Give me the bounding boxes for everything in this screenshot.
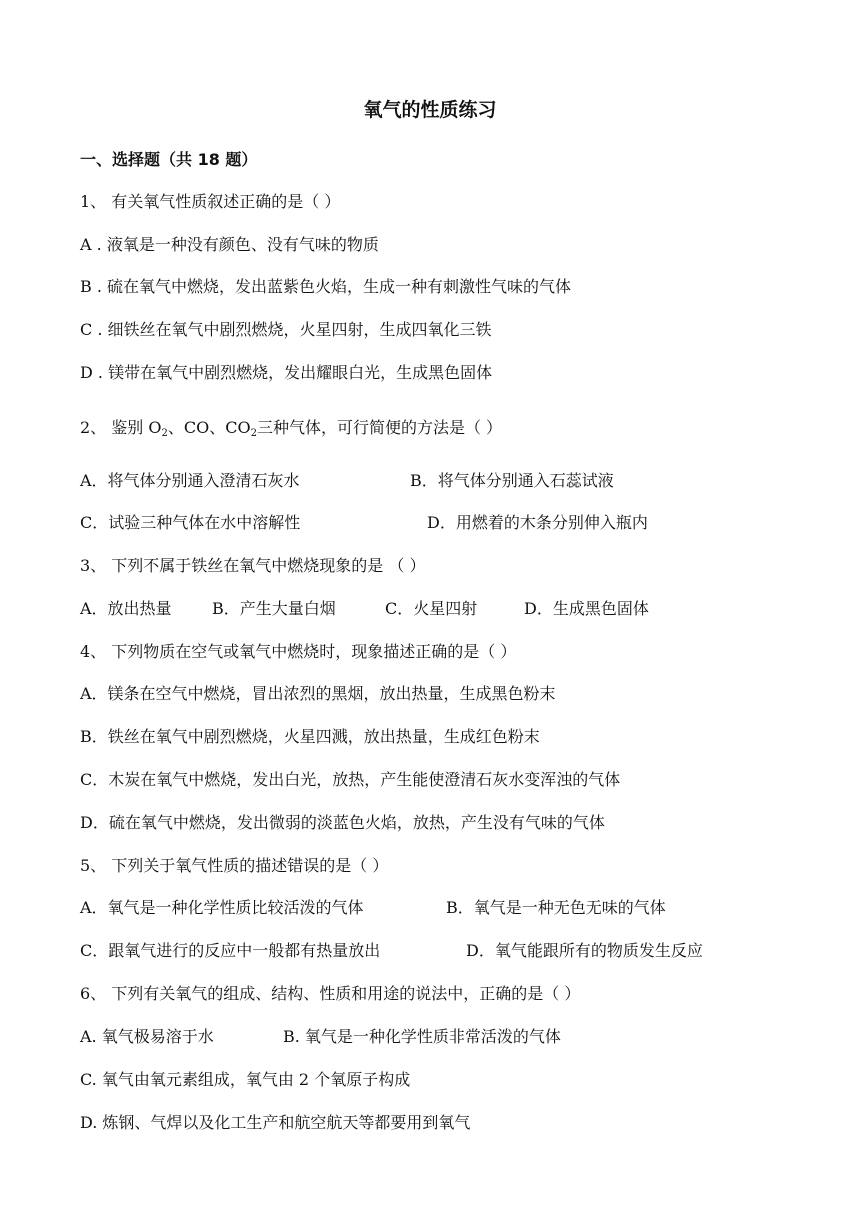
q4-option-c: C．木炭在氧气中燃烧，发出白光，放热，产生能使澄清石灰水变浑浊的气体 bbox=[80, 770, 621, 789]
q2-option-b: B．将气体分别通入石蕊试液 bbox=[410, 471, 614, 490]
q2-stem-part3: 三种气体，可行简便的方法是（ ） bbox=[256, 418, 503, 437]
q3-option-b: B．产生大量白烟 bbox=[212, 599, 336, 618]
q1-option-b: B . 硫在氧气中燃烧，发出蓝紫色火焰，生成一种有刺激性气味的气体 bbox=[80, 277, 572, 296]
q1-stem: 1、 有关氧气性质叙述正确的是（ ） bbox=[80, 192, 341, 211]
q5-option-c: C．跟氧气进行的反应中一般都有热量放出 bbox=[80, 941, 381, 960]
q1-option-c: C . 细铁丝在氧气中剧烈燃烧，火星四射，生成四氧化三铁 bbox=[80, 320, 492, 339]
co2-subscript: 2 bbox=[250, 428, 257, 439]
q3-option-d: D．生成黑色固体 bbox=[524, 599, 649, 618]
q2-option-d: D．用燃着的木条分别伸入瓶内 bbox=[427, 513, 648, 532]
o2-subscript: 2 bbox=[161, 428, 168, 439]
q4-stem: 4、 下列物质在空气或氧气中燃烧时，现象描述正确的是（ ） bbox=[80, 642, 517, 661]
q5-stem: 5、 下列关于氧气性质的描述错误的是（ ） bbox=[80, 856, 389, 875]
q3-stem: 3、 下列不属于铁丝在氧气中燃烧现象的是 （ ） bbox=[80, 556, 426, 575]
q2-option-a: A．将气体分别通入澄清石灰水 bbox=[80, 471, 300, 490]
q4-option-d: D．硫在氧气中燃烧，发出微弱的淡蓝色火焰，放热，产生没有气味的气体 bbox=[80, 813, 605, 832]
q1-option-a: A . 液氧是一种没有颜色、没有气味的物质 bbox=[80, 235, 379, 254]
q5-option-d: D．氧气能跟所有的物质发生反应 bbox=[466, 941, 703, 960]
q6-option-b: B. 氧气是一种化学性质非常活泼的气体 bbox=[283, 1027, 561, 1046]
q6-option-a: A. 氧气极易溶于水 bbox=[80, 1027, 214, 1046]
q2-stem-part1: 2、 鉴别 O bbox=[80, 418, 162, 437]
q3-option-a: A．放出热量 bbox=[80, 599, 172, 618]
q2-stem-part2: 、CO、CO bbox=[167, 418, 251, 437]
q4-option-a: A．镁条在空气中燃烧，冒出浓烈的黑烟，放出热量，生成黑色粉末 bbox=[80, 684, 556, 703]
q3-option-c: C．火星四射 bbox=[385, 599, 478, 618]
q6-option-c: C. 氧气由氧元素组成，氧气由 2 个氧原子构成 bbox=[80, 1070, 411, 1089]
q5-option-a: A．氧气是一种化学性质比较活泼的气体 bbox=[80, 898, 364, 917]
q6-stem: 6、 下列有关氧气的组成、结构、性质和用途的说法中，正确的是（ ） bbox=[80, 984, 581, 1003]
q6-option-d: D. 炼钢、气焊以及化工生产和航空航天等都要用到氧气 bbox=[80, 1113, 471, 1132]
q2-stem bbox=[80, 418, 502, 444]
q4-option-b: B．铁丝在氧气中剧烈燃烧，火星四溅，放出热量，生成红色粉末 bbox=[80, 727, 540, 746]
section-heading: 一、选择题（共 18 题） bbox=[80, 150, 258, 169]
page-title: 氧气的性质练习 bbox=[363, 99, 497, 121]
q2-option-c: C．试验三种气体在水中溶解性 bbox=[80, 513, 301, 532]
q5-option-b: B．氧气是一种无色无味的气体 bbox=[446, 898, 666, 917]
q1-option-d: D . 镁带在氧气中剧烈燃烧，发出耀眼白光，生成黑色固体 bbox=[80, 363, 493, 382]
